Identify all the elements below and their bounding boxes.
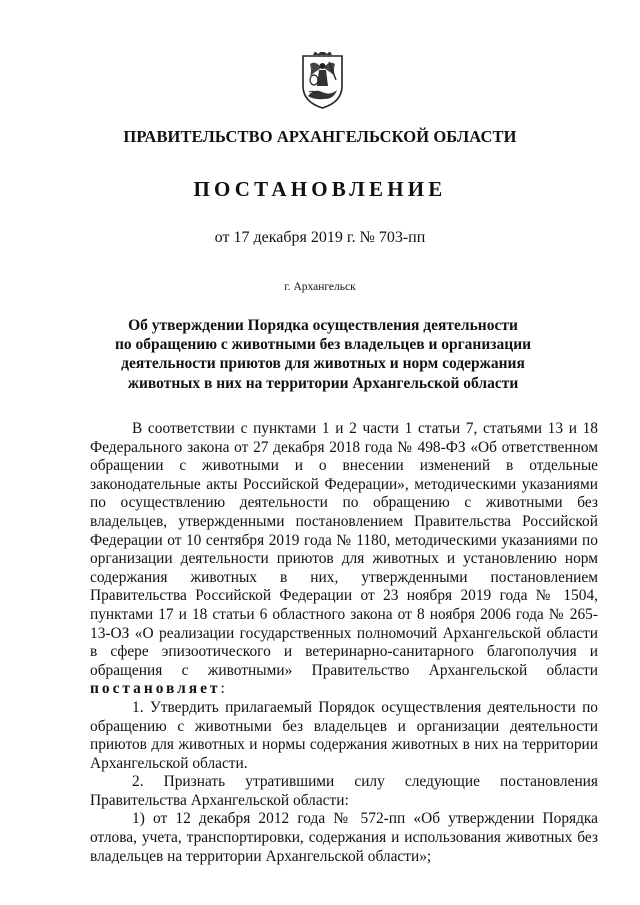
document-body: [90, 420, 598, 866]
subject-line: животных в них на территории Архангельской области: [127, 374, 519, 392]
document-type: ПОСТАНОВЛЕНИЕ: [193, 177, 447, 201]
government-name: ПРАВИТЕЛЬСТВО АРХАНГЕЛЬСКОЙ ОБЛАСТИ: [123, 127, 517, 146]
arkhangelsk-coat-of-arms-icon: [300, 52, 345, 110]
item-1-paragraph: 1. Утвердить прилагаемый Порядок осуществления деятельности по обращению с животными без владельцев и организации деятельности приютов для животных и нормы содержания животных в них на территории Архангельской области.: [90, 698, 598, 772]
decree-word: постановляет: [90, 680, 221, 698]
document-subject: [100, 316, 546, 393]
document-date-number: от 17 декабря 2019 г. № 703-пп: [214, 229, 426, 246]
decree-colon: :: [220, 680, 225, 698]
item-2-1-paragraph: 1) от 12 декабря 2012 года № 572-пп «Об утверждении Порядка отлова, учета, транспортировки, содержания и использования животных без владельцев на территории Архангельской области»;: [90, 810, 598, 865]
subject-line: по обращению с животными без владельцев и организации: [114, 336, 532, 354]
document-city: г. Архангельск: [284, 281, 356, 293]
subject-line: деятельности приютов для животных и норм содержания: [121, 355, 525, 373]
preamble-paragraph: [90, 420, 598, 699]
item-2-paragraph: 2. Признать утратившими силу следующие постановления Правительства Архангельской области:: [90, 773, 598, 809]
subject-line: Об утверждении Порядка осуществления деятельности: [128, 317, 518, 334]
preamble-text: В соответствии с пунктами 1 и 2 части 1 статьи 7, статьями 13 и 18 Федерального закона от 27 декабря 2018 года № 498-ФЗ «Об ответственном обращении с животными и о внесении изменений в отдельные законодательные акты Российской Федерации», методическими указаниями по осуществлению деятельности по обращению с животными без владельцев, утвержденными постановлением Правительства Российской Федерации от 10 сентября 2019 года № 1180, методическими указаниями по организации деятельности приютов для животных и установлению норм содержания животных в них, утвержденными постановлением Правительства Российской Федерации от 23 ноября 2019 года № 1504, пунктами 17 и 18 статьи 6 областного закона от 8 ноября 2006 года № 265-13-ОЗ «О реализации государственных полномочий Архангельской области в сфере эпизоотического и ветеринарно-санитарного благополучия и обращения с животными» Правительство Архангельской области: [90, 420, 598, 679]
